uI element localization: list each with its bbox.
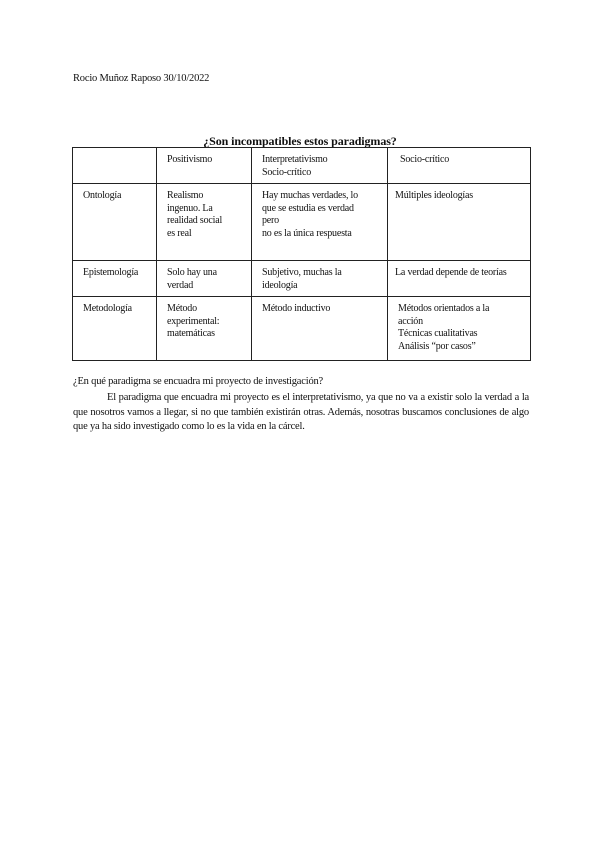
cell-text-line: Interpretativismo bbox=[262, 154, 328, 165]
answer-paragraph: El paradigma que encuadra mi proyecto es el interpretativismo, ya que no va a existir solo la verdad a la que nosotros vamos a llegar, si no que también existirán otras. Además, nosotras buscamos conclusiones de algo que ya ha sido investigado como lo es la vida en la cárcel. bbox=[73, 392, 529, 432]
cell-text-line: pero bbox=[262, 215, 279, 226]
table-row-metodologia bbox=[73, 297, 531, 361]
cell-text-line: Subjetivo, muchas la bbox=[262, 267, 342, 278]
cell-text-line: Realismo bbox=[167, 190, 204, 201]
cell-text-line: Metodología bbox=[83, 303, 132, 314]
cell-metodologia-socio-critico bbox=[388, 297, 531, 361]
row-label-metodologia bbox=[73, 297, 157, 361]
author-date-line: Rocio Muñoz Raposo 30/10/2022 bbox=[73, 73, 210, 84]
paradigms-table bbox=[72, 147, 531, 361]
cell-text-line: ideología bbox=[262, 279, 298, 291]
cell-text-line: es real bbox=[167, 227, 192, 239]
cell-ontologia-interpretativismo bbox=[252, 184, 388, 261]
cell-text-line: Positivismo bbox=[167, 154, 213, 165]
cell-text-line: Hay muchas verdades, lo bbox=[262, 190, 358, 201]
cell-text-line: ingenuo. La bbox=[167, 202, 213, 214]
header-cell-interpretativismo bbox=[252, 148, 388, 184]
cell-text-line: Múltiples ideologías bbox=[395, 190, 473, 201]
cell-text-line: Análisis “por casos” bbox=[398, 340, 476, 352]
cell-text-line: Métodos orientados a la bbox=[398, 303, 490, 314]
cell-ontologia-positivismo bbox=[157, 184, 252, 261]
cell-text-line: La verdad depende de teorías bbox=[395, 267, 507, 278]
cell-text-line: realidad social bbox=[167, 215, 223, 226]
table-corner-cell bbox=[73, 148, 157, 184]
cell-text-line: no es la única respuesta bbox=[262, 227, 352, 239]
cell-text-line: Solo hay una bbox=[167, 267, 217, 278]
cell-epistemologia-positivismo bbox=[157, 261, 252, 297]
cell-epistemologia-socio-critico bbox=[388, 261, 531, 297]
research-question: ¿En qué paradigma se encuadra mi proyecto de investigación? bbox=[73, 376, 324, 387]
cell-metodologia-interpretativismo bbox=[252, 297, 388, 361]
table-header-row bbox=[73, 148, 531, 184]
row-label-ontologia bbox=[73, 184, 157, 261]
cell-text-line: Ontología bbox=[83, 190, 122, 201]
header-cell-socio-critico bbox=[388, 148, 531, 184]
table-row-ontologia bbox=[73, 184, 531, 261]
cell-text-line: matemáticas bbox=[167, 328, 215, 339]
cell-text-line: verdad bbox=[167, 279, 194, 291]
cell-epistemologia-interpretativismo bbox=[252, 261, 388, 297]
cell-text-line: Método bbox=[167, 303, 197, 314]
cell-text-line: acción bbox=[398, 315, 423, 327]
cell-text-line: Método inductivo bbox=[262, 303, 331, 314]
row-label-epistemologia bbox=[73, 261, 157, 297]
cell-text-line: Epistemología bbox=[83, 267, 139, 278]
table-row-epistemologia bbox=[73, 261, 531, 297]
cell-ontologia-socio-critico bbox=[388, 184, 531, 261]
cell-text-line: experimental: bbox=[167, 315, 220, 327]
cell-text-line: que se estudia es verdad bbox=[262, 202, 354, 214]
document-title: ¿Son incompatibles estos paradigmas? bbox=[203, 134, 397, 148]
cell-text-line: Socio-crítico bbox=[262, 166, 312, 178]
cell-text-line: Técnicas cualitativas bbox=[398, 328, 478, 339]
cell-metodologia-positivismo bbox=[157, 297, 252, 361]
header-cell-positivismo bbox=[157, 148, 252, 184]
cell-text-line: Socio-crítico bbox=[400, 154, 450, 165]
